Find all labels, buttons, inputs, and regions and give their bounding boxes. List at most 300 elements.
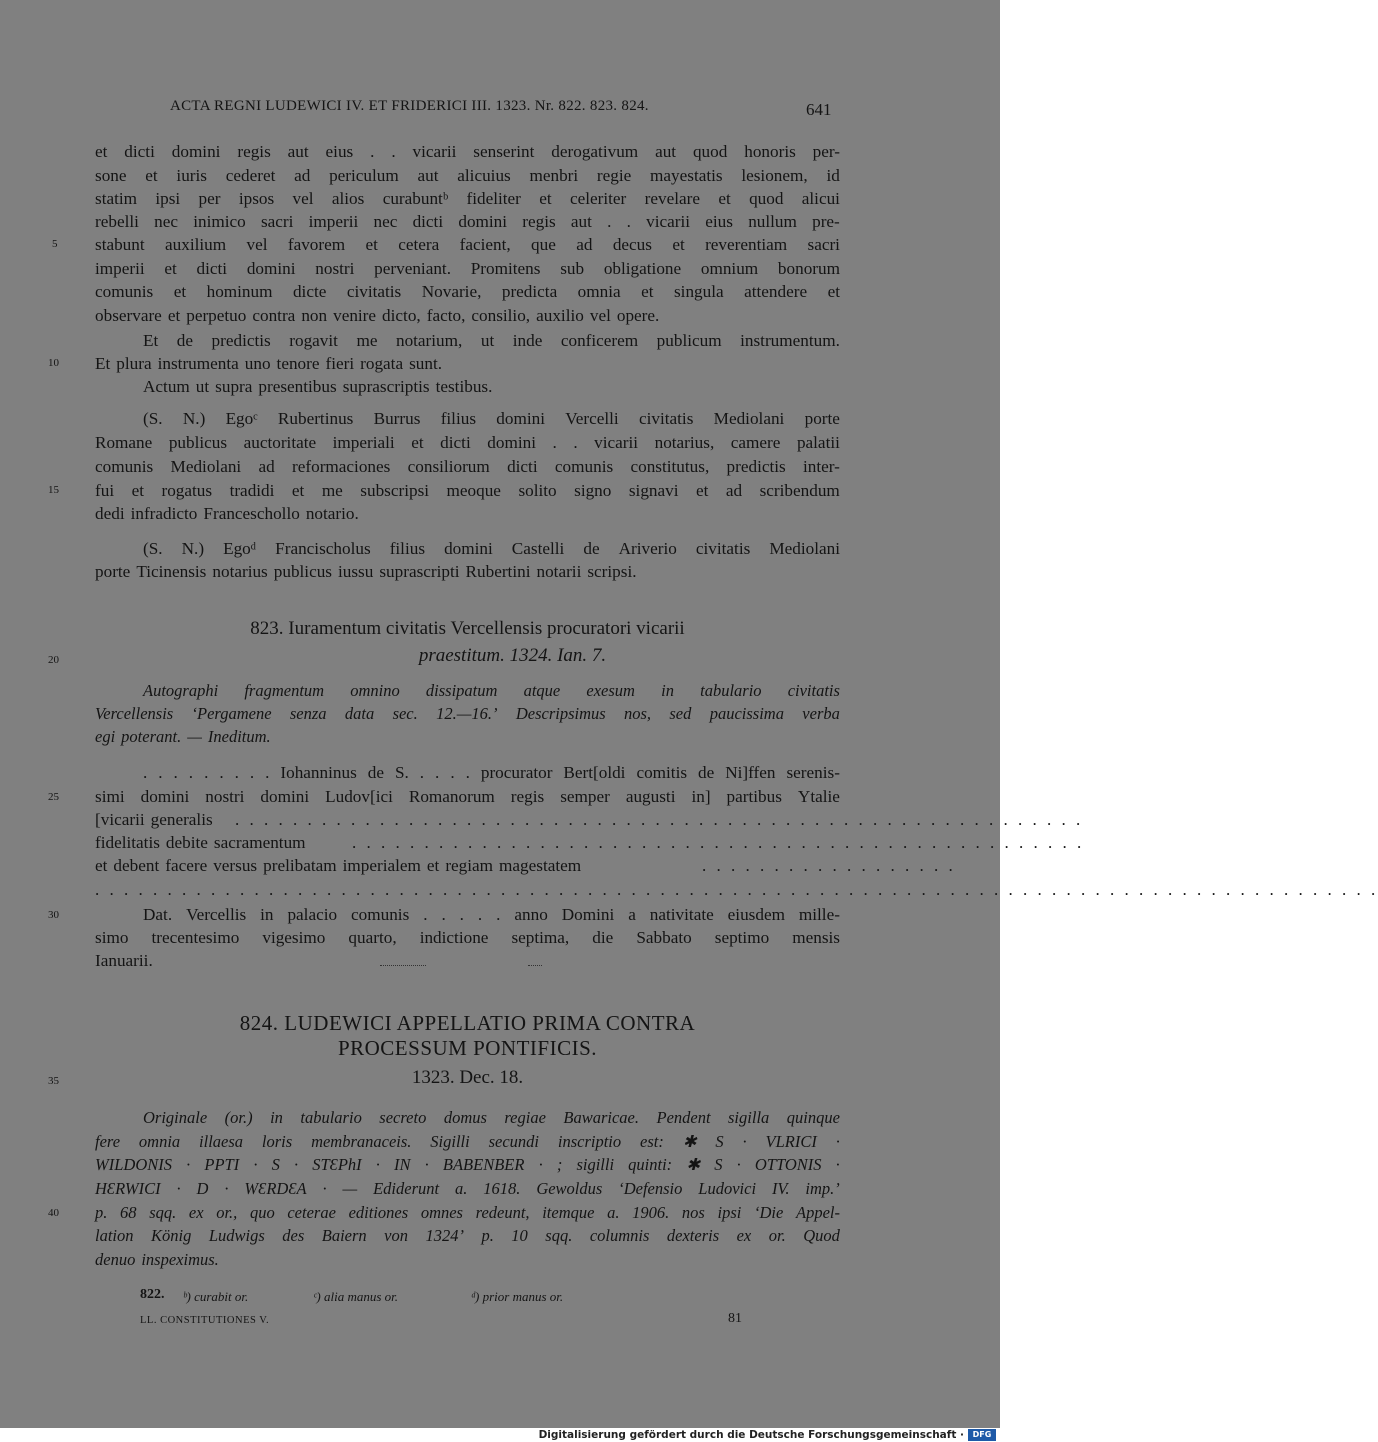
- word: inspeximus.: [141, 1250, 219, 1269]
- word: S: [715, 1132, 724, 1151]
- word: notarii: [536, 562, 582, 581]
- word: p.: [481, 1226, 494, 1245]
- word: dicti: [440, 433, 471, 452]
- word: Quod: [803, 1226, 840, 1245]
- word: curabuntᵇ: [382, 189, 449, 208]
- word: Actum: [143, 377, 190, 396]
- word: sunt.: [409, 354, 443, 373]
- word: columnis: [589, 1226, 650, 1245]
- margin-line-number: 35: [48, 1075, 59, 1087]
- word: fere: [95, 1132, 121, 1151]
- word: ex: [188, 1203, 204, 1222]
- word: vicarii: [646, 212, 691, 231]
- word: et: [827, 282, 840, 301]
- word: ‘Pergamene: [191, 704, 272, 723]
- word: ut: [195, 377, 210, 396]
- word: instrumenta: [157, 354, 239, 373]
- source-line: [143, 679, 840, 703]
- word: et: [672, 235, 685, 254]
- word: de: [367, 763, 384, 782]
- word: ·: [375, 1155, 380, 1174]
- word: signo: [574, 481, 612, 500]
- word: et: [173, 282, 187, 301]
- word: egi: [95, 727, 116, 746]
- word: .: [626, 212, 631, 231]
- word: Vercellis: [186, 905, 247, 924]
- word: nativitate: [649, 905, 714, 924]
- word: Romanorum: [408, 787, 495, 806]
- word: .: [234, 763, 239, 782]
- word: .: [143, 763, 148, 782]
- word: auxilio: [536, 306, 584, 325]
- section-823-title-line2: praestitum. 1324. Ian. 7.: [418, 645, 607, 666]
- word: aut: [287, 142, 309, 161]
- word: S: [714, 1155, 723, 1174]
- word: magestatem: [499, 856, 582, 875]
- word: solito: [518, 481, 557, 500]
- word: ·: [736, 1155, 741, 1174]
- word: favorem: [287, 235, 346, 254]
- footnote-b: ᵇ) curabit or.: [183, 1289, 249, 1304]
- word: cetera: [398, 235, 440, 254]
- word: notarius,: [654, 433, 715, 452]
- text-line: [95, 560, 840, 584]
- word: Ineditum.: [207, 727, 271, 746]
- text-line: [95, 187, 840, 211]
- word: .: [219, 763, 224, 782]
- word: (S.: [143, 409, 163, 428]
- source-line: [95, 1201, 840, 1225]
- word: meoque: [446, 481, 501, 500]
- word: editiones: [348, 1203, 409, 1222]
- text-line: [95, 455, 840, 479]
- text-line: [95, 785, 840, 809]
- word: domini: [444, 539, 493, 558]
- word: denuo: [95, 1250, 136, 1269]
- word: publicus: [273, 562, 332, 581]
- word: rogavit: [289, 331, 338, 350]
- word: [vicarii: [95, 810, 145, 829]
- word: sacramentum: [213, 833, 306, 852]
- word: .: [173, 763, 178, 782]
- word: partibus: [726, 787, 782, 806]
- word: Promitens: [470, 259, 541, 278]
- word: indictione: [419, 928, 489, 947]
- word: decus: [612, 235, 652, 254]
- word: septima,: [511, 928, 570, 947]
- margin-line-number: 5: [52, 238, 58, 250]
- footer-signature: 81: [728, 1311, 742, 1326]
- word: notario.: [305, 504, 359, 523]
- word: sqq.: [545, 1226, 573, 1245]
- word: sed: [669, 704, 692, 723]
- word: WƐRDƐA: [244, 1179, 307, 1198]
- word: Ludovici: [698, 1179, 757, 1198]
- word: die: [592, 928, 614, 947]
- word: auctoritate: [243, 433, 317, 452]
- word: Pendent: [656, 1108, 711, 1127]
- word: civitatis: [346, 282, 402, 301]
- word: id: [826, 166, 840, 185]
- word: simi: [95, 787, 125, 806]
- text-line: [95, 164, 840, 188]
- word: et: [696, 481, 709, 500]
- word: Romane: [95, 433, 153, 452]
- source-line: [95, 1248, 840, 1272]
- text-line: [95, 233, 840, 257]
- text-line: [143, 903, 840, 927]
- word: domini: [171, 142, 221, 161]
- footnote-c: ᶜ) alia manus or.: [313, 1289, 399, 1304]
- word: .: [391, 142, 396, 161]
- word: Vercellensis: [95, 704, 174, 723]
- word: 68: [120, 1203, 137, 1222]
- word: suprascriptis: [342, 377, 430, 396]
- word: facient,: [459, 235, 511, 254]
- word: .: [265, 763, 270, 782]
- text-line: [143, 761, 840, 785]
- text-line: [95, 431, 840, 455]
- word: et: [95, 856, 108, 875]
- word: ‘Defensio: [618, 1179, 683, 1198]
- word: ipsi: [155, 189, 181, 208]
- word: et: [426, 856, 440, 875]
- word: secundi: [488, 1132, 539, 1151]
- word: quod: [692, 142, 728, 161]
- word: omnium: [700, 259, 759, 278]
- word: ✱: [682, 1132, 697, 1151]
- word: procurator: [480, 763, 553, 782]
- word: vigesimo: [262, 928, 326, 947]
- word: reformaciones: [292, 457, 391, 476]
- word: generalis: [150, 810, 213, 829]
- word: Novarie,: [421, 282, 482, 301]
- word: domini: [458, 212, 508, 231]
- word: dicti: [507, 457, 538, 476]
- word: porte: [804, 409, 840, 428]
- word: Baiern: [321, 1226, 367, 1245]
- source-line: [95, 702, 840, 726]
- word: ‘Die: [754, 1203, 784, 1222]
- word: comunis: [351, 905, 410, 924]
- word: König: [151, 1226, 192, 1245]
- word: sub: [560, 259, 585, 278]
- word: quinti:: [628, 1155, 673, 1174]
- word: vicarii: [594, 433, 639, 452]
- word: dicti: [124, 142, 155, 161]
- word: HƐRWICI: [95, 1179, 161, 1198]
- word: imperiali: [332, 433, 395, 452]
- word: Dat.: [143, 905, 173, 924]
- word: .: [450, 763, 455, 782]
- word: sigilli: [576, 1155, 615, 1174]
- word: exesum: [586, 681, 635, 700]
- footnote-d: ᵈ) prior manus or.: [471, 1289, 564, 1304]
- word: .: [419, 763, 425, 782]
- word: obligatione: [603, 259, 682, 278]
- word: Mediolani: [769, 539, 840, 558]
- margin-line-number: 40: [48, 1207, 59, 1219]
- word: imperii: [308, 212, 359, 231]
- word: Ediderunt: [373, 1179, 440, 1198]
- word: N.): [182, 409, 206, 428]
- word: ·: [253, 1155, 258, 1174]
- word: me: [321, 481, 343, 500]
- word: serenis-: [786, 763, 840, 782]
- word: civitatis: [695, 539, 751, 558]
- word: Gewoldus: [536, 1179, 603, 1198]
- text-line: [95, 257, 840, 281]
- word: Ludov[ici: [325, 787, 393, 806]
- word: rogatus: [161, 481, 213, 500]
- text-line: [143, 407, 840, 431]
- word: prelibatam: [263, 856, 337, 875]
- text-line: [95, 210, 840, 234]
- word: ·: [176, 1179, 181, 1198]
- word: ·: [835, 1155, 840, 1174]
- text-line: [143, 537, 840, 561]
- word: Mediolani: [713, 409, 785, 428]
- word: ·: [293, 1155, 299, 1174]
- dot-leader: . . . . . . . . . . . . . . . . . . . . . . . . . . . . . . . . . . . . . . . . . . . . . . . . . . .: [352, 833, 1085, 852]
- word: filius: [389, 539, 426, 558]
- word: alicui: [801, 189, 840, 208]
- word: regiam: [445, 856, 494, 875]
- word: publicus: [168, 433, 228, 452]
- word: quinque: [786, 1108, 840, 1127]
- word: anno: [514, 905, 548, 924]
- word: S.: [394, 763, 409, 782]
- dot-leader: . . . . . . . . . . . . . . . . . .: [702, 856, 956, 875]
- word: sqq.: [149, 1203, 177, 1222]
- word: venire: [333, 306, 377, 325]
- word: tabulario: [300, 1108, 362, 1127]
- word: statim: [95, 189, 138, 208]
- word: Descripsimus: [515, 704, 606, 723]
- word: ex: [736, 1226, 752, 1245]
- word: derogativum: [551, 142, 639, 161]
- word: in: [260, 905, 274, 924]
- word: Egoᵈ: [223, 539, 257, 558]
- word: illaesa: [199, 1132, 244, 1151]
- word: ·: [742, 1132, 747, 1151]
- word: vicarii: [412, 142, 457, 161]
- word: predictis: [211, 331, 271, 350]
- word: aut: [570, 212, 592, 231]
- word: plura: [116, 354, 152, 373]
- word: supra: [215, 377, 253, 396]
- word: Originale: [143, 1108, 208, 1127]
- word: IN: [394, 1155, 411, 1174]
- word: tenore: [276, 354, 320, 373]
- word: PPTI: [204, 1155, 240, 1174]
- word: N.): [181, 539, 205, 558]
- word: redeunt,: [475, 1203, 530, 1222]
- word: domini: [140, 787, 190, 806]
- word: omnia: [577, 282, 621, 301]
- word: data: [344, 704, 375, 723]
- word: trecentesimo: [151, 928, 240, 947]
- word: senza: [289, 704, 327, 723]
- word: omnes: [420, 1203, 463, 1222]
- margin-line-number: 10: [48, 357, 59, 369]
- source-line: [95, 1153, 840, 1177]
- word: nos: [681, 1203, 705, 1222]
- word: et: [411, 433, 424, 452]
- word: hominum: [206, 282, 273, 301]
- word: inscriptio: [557, 1132, 622, 1151]
- word: imperialem: [342, 856, 421, 875]
- source-line: [95, 725, 840, 749]
- word: dissipatum: [425, 681, 498, 700]
- word: .: [441, 905, 446, 924]
- word: honoris: [744, 142, 796, 161]
- word: mille-: [798, 905, 840, 924]
- word: Francischolus: [275, 539, 371, 558]
- word: notarium,: [395, 331, 463, 350]
- word: infradicto: [130, 504, 198, 523]
- word: domus: [443, 1108, 487, 1127]
- word: 1324’: [425, 1226, 464, 1245]
- word: ipsi: [717, 1203, 742, 1222]
- word: debent: [113, 856, 160, 875]
- word: subscripsi: [360, 481, 430, 500]
- word: stabunt: [95, 235, 145, 254]
- word: alicuius: [457, 166, 511, 185]
- word: debite: [165, 833, 208, 852]
- word: von: [384, 1226, 408, 1245]
- word: alios: [331, 189, 365, 208]
- word: regis: [510, 787, 545, 806]
- word: uno: [244, 354, 271, 373]
- word: omnino: [350, 681, 400, 700]
- word: est:: [640, 1132, 664, 1151]
- word: inter-: [803, 457, 840, 476]
- word: dicti: [412, 212, 444, 231]
- word: (or.): [224, 1108, 253, 1127]
- text-line: [95, 352, 840, 376]
- section-824-date: 1323. Dec. 18.: [411, 1067, 524, 1088]
- word: comunis: [95, 457, 154, 476]
- word: .: [249, 763, 255, 782]
- word: or.: [768, 1226, 786, 1245]
- word: de: [176, 331, 194, 350]
- word: singula: [673, 282, 724, 301]
- word: pre-: [812, 212, 840, 231]
- word: septimo: [714, 928, 770, 947]
- word: ·: [835, 1132, 840, 1151]
- word: ad: [725, 481, 743, 500]
- word: tabulario: [700, 681, 762, 700]
- word: sacri: [807, 235, 840, 254]
- word: nec: [154, 212, 178, 231]
- word: sec.: [392, 704, 418, 723]
- word: aut: [417, 166, 439, 185]
- word: (S.: [143, 539, 163, 558]
- word: nec: [373, 212, 398, 231]
- word: quod: [749, 189, 784, 208]
- text-line: [143, 329, 840, 353]
- word: Et: [95, 354, 111, 373]
- word: palacio: [287, 905, 338, 924]
- word: in: [270, 1108, 283, 1127]
- word: domini: [487, 433, 536, 452]
- word: dedi: [95, 504, 125, 523]
- word: vel: [246, 235, 268, 254]
- word: comunis: [95, 282, 154, 301]
- word: .: [496, 905, 501, 924]
- word: a.: [455, 1179, 468, 1198]
- running-header: ACTA REGNI LUDEWICI IV. ET FRIDERICI III. 1323. Nr. 822. 823. 824.: [170, 98, 649, 114]
- word: domini: [260, 787, 310, 806]
- word: .: [435, 763, 440, 782]
- word: fieri: [325, 354, 355, 373]
- word: Rubertinus: [277, 409, 354, 428]
- word: fidelitatis: [95, 833, 160, 852]
- word: comunis: [554, 457, 614, 476]
- word: dicti: [196, 259, 228, 278]
- word: STƐPhI: [312, 1155, 362, 1174]
- word: conficerem: [560, 331, 639, 350]
- word: .: [573, 433, 578, 452]
- word: perveniant.: [374, 259, 451, 278]
- word: bonorum: [777, 259, 840, 278]
- word: opere.: [616, 306, 660, 325]
- word: membranaceis.: [311, 1132, 412, 1151]
- text-line: [95, 140, 840, 164]
- word: eius: [325, 142, 354, 161]
- word: et: [539, 189, 552, 208]
- source-line: [95, 1130, 840, 1154]
- word: nostri: [315, 259, 355, 278]
- word: ipsos: [238, 189, 275, 208]
- word: paucissima: [709, 704, 784, 723]
- word: Burrus: [373, 409, 421, 428]
- word: 12.—16.’: [436, 704, 498, 723]
- word: que: [531, 235, 556, 254]
- word: in]: [691, 787, 711, 806]
- text-line: [95, 949, 840, 973]
- word: perpetuo: [186, 306, 247, 325]
- word: .: [477, 905, 483, 924]
- word: menbri: [529, 166, 579, 185]
- word: sacri: [260, 212, 294, 231]
- word: Bawaricae.: [563, 1108, 640, 1127]
- section-824-title-line1: 824. LUDEWICI APPELLATIO PRIMA CONTRA: [239, 1011, 696, 1035]
- word: ✱: [686, 1155, 701, 1174]
- word: et: [365, 235, 378, 254]
- word: nos,: [624, 704, 652, 723]
- word: verba: [802, 704, 840, 723]
- word: vel: [589, 306, 611, 325]
- word: suprascripti: [379, 562, 460, 581]
- word: consiliorum: [407, 457, 490, 476]
- word: ·: [224, 1179, 229, 1198]
- word: .: [188, 763, 194, 782]
- word: nullum: [748, 212, 797, 231]
- word: eiusdem: [727, 905, 785, 924]
- section-824-title-line2: PROCESSUM PONTIFICIS.: [337, 1036, 598, 1060]
- word: non: [301, 306, 328, 325]
- text-line: [95, 304, 840, 328]
- word: D: [196, 1179, 209, 1198]
- word: fideliter: [466, 189, 521, 208]
- word: sone: [95, 166, 127, 185]
- margin-line-number: 15: [48, 484, 59, 496]
- word: imp.’: [805, 1179, 840, 1198]
- word: Castelli: [511, 539, 565, 558]
- word: Ytalie: [797, 787, 840, 806]
